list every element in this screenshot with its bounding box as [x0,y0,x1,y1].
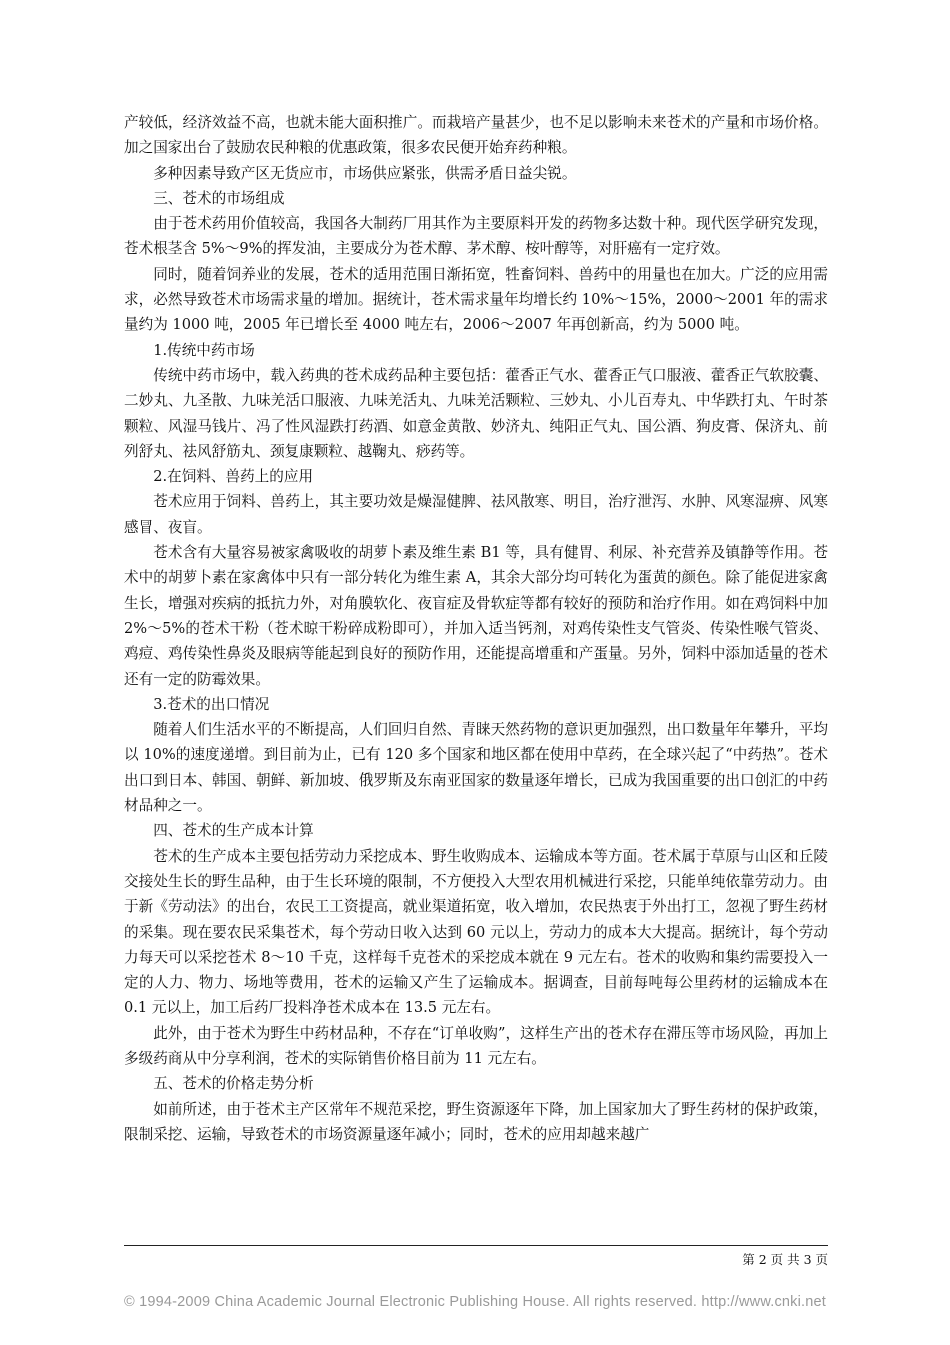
paragraph: 三、苍术的市场组成 [153,189,285,207]
paragraph: 1.传统中药市场 [153,341,255,359]
paragraph: 3.苍术的出口情况 [153,695,270,713]
paragraph: 五、苍术的价格走势分析 [153,1075,314,1093]
paragraph: 传统中药市场中，载入药典的苍术成药品种主要包括：藿香正气水、藿香正气口服液、藿香正气软胶囊、二妙丸、九圣散、九味羌活口服液、九味羌活丸、九味羌活颗粒、三妙丸、小儿百寿丸、中华跌打丸、午时茶颗粒、风湿马钱片、冯了性风湿跌打药酒、如意金黄散、妙济丸、纯阳正气丸、国公酒、狗皮膏、保济丸、前列舒丸、祛风舒筋丸、颈复康颗粒、越鞠丸、痧药等。 [124,366,828,460]
paragraph: 如前所述，由于苍术主产区常年不规范采挖，野生资源逐年下降，加上国家加大了野生药材的保护政策，限制采挖、运输，导致苍术的市场资源量逐年减小；同时，苍术的应用却越来越广 [124,1100,828,1143]
paragraph: 多种因素导致产区无货应市，市场供应紧张，供需矛盾日益尖锐。 [153,164,577,182]
paragraph: 由于苍术药用价值较高，我国各大制药厂用其作为主要原料开发的药物多达数十种。现代医学研究发现，苍术根茎含 5%～9%的挥发油，主要成分为苍术醇、茅术醇、桉叶醇等，对肝癌有一定疗效。 [124,215,828,258]
paragraph: 苍术应用于饲料、兽药上，其主要功效是燥湿健脾、祛风散寒、明目，治疗泄泻、水肿、风寒湿痹、风寒感冒、夜盲。 [124,493,828,536]
copyright-notice: © 1994-2009 China Academic Journal Electronic Publishing House. All rights reserved. http://www.cnki.net [123,1294,827,1310]
paragraph: 此外，由于苍术为野生中药材品种，不存在“订单收购”，这样生产出的苍术存在滞压等市场风险，再加上多级药商从中分享利润，苍术的实际销售价格目前为 11 元左右。 [124,1024,828,1067]
paragraph: 产较低，经济效益不高，也就未能大面积推广。而栽培产量甚少，也不足以影响未来苍术的产量和市场价格。加之国家出台了鼓励农民种粮的优惠政策，很多农民便开始弃药种粮。 [124,114,828,157]
paragraph: 四、苍术的生产成本计算 [153,822,314,840]
footer-divider [124,1245,828,1246]
paragraph: 苍术含有大量容易被家禽吸收的胡萝卜素及维生素 B1 等，具有健胃、利尿、补充营养及镇静等作用。苍术中的胡萝卜素在家禽体中只有一部分转化为维生素 A，其余大部分均可转化为蛋黄的颜色。除了能促进家禽生长，增强对疾病的抵抗力外，对角膜软化、夜盲症及骨软症等都有较好的预防和治疗作用。如在鸡饲料中加 2%～5%的苍术干粉（苍术晾干粉碎成粉即可），并加入适当钙剂，对鸡传染性支气管炎、传染性喉气管炎、鸡痘、鸡传染性鼻炎及眼病等能起到良好的预防作用，还能提高增重和产蛋量。另外，饲料中添加适量的苍术还有一定的防霉效果。 [124,544,828,688]
article-body [124,110,828,1147]
paragraph: 苍术的生产成本主要包括劳动力采挖成本、野生收购成本、运输成本等方面。苍术属于草原与山区和丘陵交接处生长的野生品种，由于生长环境的限制，不方便投入大型农用机械进行采挖，只能单纯依靠劳动力。由于新《劳动法》的出台，农民工工资提高，就业渠道拓宽，收入增加，农民热衷于外出打工，忽视了野生药材的采集。现在要农民采集苍术，每个劳动日收入达到 60 元以上，劳动力的成本大大提高。据统计，每个劳动力每天可以采挖苍术 8～10 千克，这样每千克苍术的采挖成本就在 9 元左右。苍术的收购和集约需要投入一定的人力、物力、场地等费用，苍术的运输又产生了运输成本。据调查，目前每吨每公里药材的运输成本在 0.1 元以上，加工后药厂投料净苍术成本在 13.5 元左右。 [124,847,828,1017]
page-number: 第 2 页 共 3 页 [742,1252,828,1267]
paragraph: 同时，随着饲养业的发展，苍术的适用范围日渐拓宽，牲畜饲料、兽药中的用量也在加大。广泛的应用需求，必然导致苍术市场需求量的增加。据统计，苍术需求量年均增长约 10%～15%，2000～2001 年的需求量约为 1000 吨，2005 年已增长至 4000 吨左右，2006～2007 年再创新高，约为 5000 吨。 [124,265,828,334]
paragraph: 2.在饲料、兽药上的应用 [153,468,314,486]
paragraph: 随着人们生活水平的不断提高，人们回归自然、青睐天然药物的意识更加强烈，出口数量年年攀升，平均以 10%的速度递增。到目前为止，已有 120 多个国家和地区都在使用中草药，在全球兴起了“中药热”。苍术出口到日本、韩国、朝鲜、新加坡、俄罗斯及东南亚国家的数量逐年增长，已成为我国重要的出口创汇的中药材品种之一。 [124,721,828,815]
